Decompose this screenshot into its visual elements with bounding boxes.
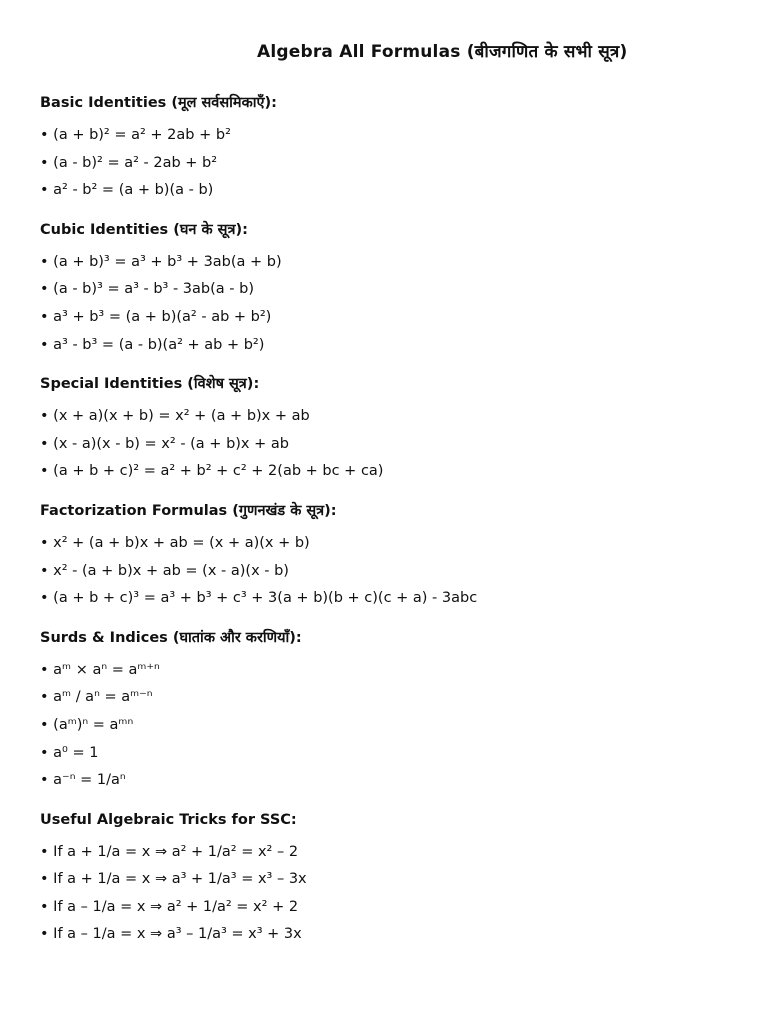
formula-item: • If a + 1/a = x ⇒ a³ + 1/a³ = x³ – 3x — [40, 871, 307, 888]
formula-list — [40, 657, 740, 795]
formula-item: • (a + b)² = a² + 2ab + b² — [40, 127, 231, 143]
formula-item: • (a + b)³ = a³ + b³ + 3ab(a + b) — [40, 253, 282, 270]
formula-list — [40, 839, 740, 949]
formula-item: • If a – 1/a = x ⇒ a² + 1/a² = x² + 2 — [40, 898, 299, 915]
formula-list — [40, 249, 740, 359]
formula-item: • (a - b)³ = a³ - b³ - 3ab(a - b) — [40, 281, 254, 298]
formula-item: • a² - b² = (a + b)(a - b) — [40, 182, 214, 199]
formula-item: • a⁰ = 1 — [40, 744, 99, 761]
section-heading: Special Identities (विशेष सूत्र): — [40, 376, 260, 393]
section-cubic-identities — [40, 219, 740, 359]
formula-item: • a⁻ⁿ = 1/aⁿ — [40, 772, 126, 789]
formula-item: • (aᵐ)ⁿ = aᵐⁿ — [40, 716, 134, 733]
section-heading: Surds & Indices (घातांक और करणियाँ): — [40, 629, 302, 646]
section-factorization-formulas — [40, 500, 740, 613]
formula-item: • (a + b + c)² = a² + b² + c² + 2(ab + bc + ca) — [40, 463, 384, 480]
formula-item: • If a + 1/a = x ⇒ a² + 1/a² = x² – 2 — [40, 843, 299, 860]
formula-item: • a³ - b³ = (a - b)(a² + ab + b²) — [40, 336, 265, 353]
section-heading: Useful Algebraic Tricks for SSC: — [40, 811, 297, 828]
section-algebraic-tricks — [40, 809, 740, 949]
formula-item: • (a - b)² = a² - 2ab + b² — [40, 154, 218, 171]
formula-list — [40, 530, 740, 613]
section-heading: Cubic Identities (घन के सूत्र): — [40, 221, 248, 238]
section-heading: Factorization Formulas (गुणनखंड के सूत्र): — [40, 502, 337, 519]
page-title: Algebra All Formulas (बीजगणित के सभी सूत्र) — [257, 42, 628, 62]
formula-item: • x² + (a + b)x + ab = (x + a)(x + b) — [40, 534, 310, 551]
formula-item: • (x - a)(x - b) = x² - (a + b)x + ab — [40, 435, 289, 452]
formula-item: • aᵐ / aⁿ = aᵐ⁻ⁿ — [40, 689, 153, 706]
formula-item: • aᵐ × aⁿ = aᵐ⁺ⁿ — [40, 661, 160, 678]
formula-content — [40, 92, 740, 963]
section-basic-identities — [40, 92, 740, 205]
formula-item: • x² - (a + b)x + ab = (x - a)(x - b) — [40, 562, 289, 579]
formula-item: • a³ + b³ = (a + b)(a² - ab + b²) — [40, 308, 272, 325]
formula-item: • (x + a)(x + b) = x² + (a + b)x + ab — [40, 408, 310, 425]
section-surds-indices — [40, 627, 740, 795]
section-heading: Basic Identities (मूल सर्वसमिकाएँ): — [40, 95, 277, 111]
formula-list — [40, 403, 740, 486]
section-special-identities — [40, 373, 740, 486]
formula-item: • If a – 1/a = x ⇒ a³ – 1/a³ = x³ + 3x — [40, 926, 302, 943]
formula-list — [40, 122, 740, 205]
formula-item: • (a + b + c)³ = a³ + b³ + c³ + 3(a + b)(b + c)(c + a) - 3abc — [40, 590, 478, 607]
